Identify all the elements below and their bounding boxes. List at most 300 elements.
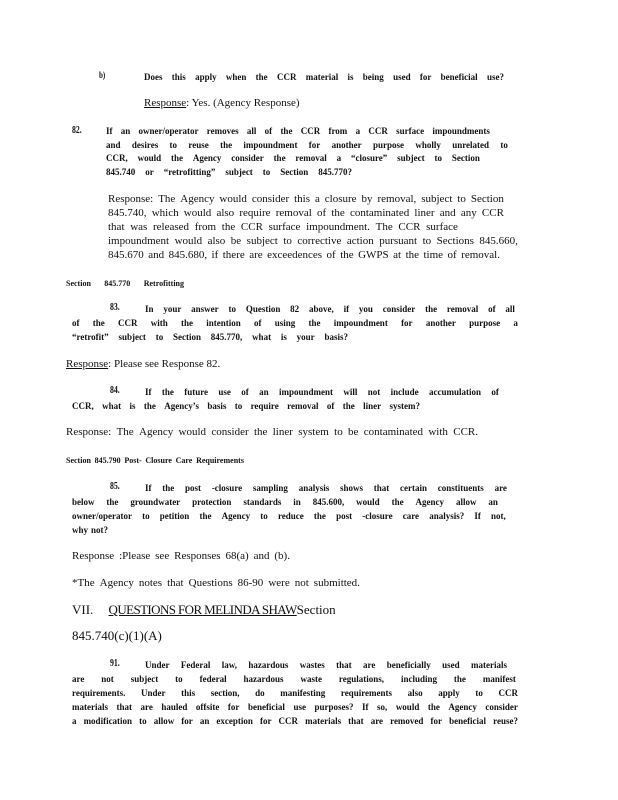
question-85-line: [72, 497, 498, 507]
word: manifest: [482, 674, 516, 684]
question-83-number: 83.: [110, 302, 120, 313]
word: CCR,: [72, 401, 94, 411]
word: so,: [377, 702, 388, 712]
word: or: [145, 167, 154, 177]
response-83: Response: Please see Response 82.: [66, 358, 221, 370]
word: 845.770,: [210, 332, 243, 342]
word: will: [343, 387, 358, 397]
word: to: [155, 332, 164, 342]
word: impoundments: [432, 126, 490, 136]
word: and: [439, 207, 456, 219]
word: “retrofitting”: [163, 167, 216, 177]
word: the: [342, 401, 355, 411]
word: a: [336, 153, 342, 163]
word: an: [199, 716, 210, 726]
word: was: [130, 221, 148, 233]
word: system?: [389, 401, 420, 411]
response-b: Response: Yes. (Agency Response): [144, 97, 300, 109]
word: the: [427, 702, 440, 712]
word: basis?: [324, 332, 348, 342]
question-82-number: 82.: [72, 125, 82, 136]
word: CCR: [498, 688, 518, 698]
word: federal: [199, 674, 227, 684]
word: Care: [175, 456, 193, 465]
word: GWPS: [358, 249, 389, 261]
word: CCR: [368, 126, 388, 136]
word: *The: [72, 577, 95, 589]
word: with: [428, 426, 448, 438]
word: If: [145, 483, 152, 493]
response-82-line: [108, 235, 518, 247]
word: (b).: [274, 550, 290, 562]
word: impoundment: [243, 140, 298, 150]
word: materials: [471, 660, 507, 670]
word: subject: [421, 193, 453, 205]
word: Agency: [139, 426, 174, 438]
word: a: [72, 716, 77, 726]
word: 86-90: [237, 577, 264, 589]
word: is: [347, 72, 354, 82]
word: The: [375, 221, 393, 233]
word: Agency: [221, 511, 251, 521]
word: the: [453, 674, 466, 684]
word: being: [362, 72, 384, 82]
word: require: [239, 207, 271, 219]
word: of: [254, 318, 262, 328]
word: impoundment: [279, 387, 334, 397]
question-b-label: b): [99, 70, 106, 80]
word: is: [129, 401, 136, 411]
word: of: [488, 304, 496, 314]
word: to: [500, 140, 508, 150]
word: surface: [426, 221, 458, 233]
word: would: [137, 153, 162, 163]
word: Agency: [415, 497, 445, 507]
word: by: [361, 193, 373, 205]
word: subject: [397, 153, 425, 163]
word: regulations,: [338, 674, 385, 684]
word: the: [255, 72, 268, 82]
word: also: [207, 235, 226, 247]
word: are: [370, 716, 384, 726]
word: and: [106, 140, 121, 150]
word: hauled: [161, 702, 188, 712]
word: Questions: [188, 577, 233, 589]
word: CCR: [398, 221, 421, 233]
question-84-line: [145, 387, 499, 397]
word: analysis?: [429, 511, 465, 521]
word: Post-: [124, 456, 142, 465]
word: exceedences: [267, 249, 323, 261]
word: use?: [486, 72, 504, 82]
word: for: [259, 716, 272, 726]
word: hazardous: [248, 660, 289, 670]
word: are: [363, 660, 376, 670]
word: include: [390, 387, 419, 397]
word: and: [253, 550, 270, 562]
word: CCR: [240, 221, 263, 233]
word: impoundment.: [306, 221, 370, 233]
word: below: [72, 497, 95, 507]
word: apply: [195, 72, 217, 82]
word: If: [362, 702, 369, 712]
word: of: [326, 249, 336, 261]
question-82-line: [106, 153, 480, 163]
word: manifesting: [280, 688, 326, 698]
word: 845.670: [108, 249, 144, 261]
word: waste: [300, 674, 322, 684]
word: to: [260, 511, 268, 521]
word: Response: [72, 550, 115, 562]
question-91-line: [145, 660, 507, 670]
word: the: [181, 318, 194, 328]
note-questions-not-submitted: [72, 577, 360, 589]
word: to: [283, 235, 292, 247]
word: post: [185, 483, 202, 493]
word: 845.680,: [168, 249, 208, 261]
word: of: [316, 207, 327, 219]
word: 845.740,: [108, 207, 147, 219]
word: removal.: [461, 249, 500, 261]
word: require: [250, 401, 279, 411]
word: analysis: [298, 483, 330, 493]
word: Agency: [192, 153, 222, 163]
question-91-line: [72, 716, 518, 726]
word: also: [407, 688, 423, 698]
word: do: [255, 688, 265, 698]
word: would: [183, 207, 212, 219]
word: certain: [400, 483, 428, 493]
word: Agency: [99, 577, 134, 589]
word: materials: [305, 716, 342, 726]
word: beneficial: [247, 702, 285, 712]
word: are: [494, 483, 507, 493]
word: CCR: [481, 207, 504, 219]
response-85: [72, 550, 290, 562]
word: Section: [451, 153, 480, 163]
word: modification: [83, 716, 133, 726]
word: use: [218, 387, 231, 397]
word: wholly: [415, 140, 441, 150]
response-82-line: [108, 249, 500, 261]
word: if: [343, 304, 350, 314]
response-84: [66, 426, 478, 438]
word: an: [488, 497, 498, 507]
word: used: [442, 660, 460, 670]
word: of: [264, 126, 273, 136]
word: that: [108, 221, 125, 233]
word: at: [393, 249, 402, 261]
question-82-line: [106, 167, 352, 177]
word: CCR,: [106, 153, 128, 163]
word: constituents: [437, 483, 484, 493]
word: to: [169, 140, 178, 150]
word: another: [425, 318, 456, 328]
word: allow: [153, 716, 175, 726]
word: future: [184, 387, 209, 397]
question-85-line: [145, 483, 507, 493]
word: for: [430, 716, 442, 726]
word: the: [199, 511, 212, 521]
word: petition: [159, 511, 190, 521]
word: removal,: [377, 193, 417, 205]
word: law,: [221, 660, 238, 670]
word: if: [211, 249, 219, 261]
word: the: [308, 318, 321, 328]
word: are: [140, 702, 153, 712]
word: any: [460, 207, 477, 219]
word: purpose: [372, 140, 404, 150]
word: surface: [396, 126, 425, 136]
word: not: [101, 674, 114, 684]
word: impoundment: [108, 235, 170, 247]
word: consider: [485, 702, 518, 712]
word: the: [331, 207, 345, 219]
word: all: [246, 126, 257, 136]
response-82-line: [108, 207, 504, 219]
word: not: [294, 577, 309, 589]
word: :Please: [119, 550, 151, 562]
word: post: [336, 511, 353, 521]
word: removal: [287, 401, 319, 411]
word: apply: [438, 688, 460, 698]
word: to: [475, 688, 483, 698]
word: 845.660,: [479, 235, 518, 247]
word: for: [401, 318, 413, 328]
word: Responses: [174, 550, 221, 562]
word: liner: [363, 401, 382, 411]
word: using: [274, 318, 296, 328]
word: 68(a): [225, 550, 249, 562]
word: when: [225, 72, 247, 82]
word: requirements: [340, 688, 393, 698]
word: a: [355, 126, 361, 136]
word: consider: [251, 193, 290, 205]
question-91-line: [72, 688, 518, 698]
word: all: [505, 304, 515, 314]
word: CCR.: [453, 426, 478, 438]
word: Agency: [180, 193, 215, 205]
word: to: [142, 511, 150, 521]
word: -closure: [362, 511, 393, 521]
word: removal: [446, 304, 479, 314]
question-83-line: [72, 332, 348, 342]
word: to: [175, 674, 183, 684]
word: material: [305, 72, 339, 82]
word: Under: [141, 688, 166, 698]
word: purposes?: [314, 702, 354, 712]
word: 845.790: [94, 456, 121, 465]
word: section,: [210, 688, 240, 698]
word: liner: [272, 426, 293, 438]
word: care: [402, 511, 420, 521]
word: the: [161, 387, 174, 397]
word: the: [273, 153, 286, 163]
word: there: [222, 249, 245, 261]
word: including: [400, 674, 437, 684]
question-82-line: [106, 140, 508, 150]
question-83-line: [72, 318, 518, 328]
word: the: [405, 249, 420, 261]
word: Agency’s: [164, 401, 199, 411]
word: from: [194, 221, 217, 233]
word: removal: [295, 153, 327, 163]
word: sampling: [252, 483, 288, 493]
word: removed: [390, 716, 424, 726]
word: closure: [324, 193, 357, 205]
word: not,: [491, 511, 506, 521]
word: time: [423, 249, 444, 261]
word: the: [253, 426, 268, 438]
word: Requirements: [196, 456, 244, 465]
word: materials: [72, 702, 108, 712]
word: see: [155, 550, 170, 562]
word: the: [92, 318, 105, 328]
word: reuse?: [493, 716, 518, 726]
question-84-number: 84.: [110, 385, 120, 396]
question-85-number: 85.: [110, 481, 120, 492]
word: to: [434, 153, 443, 163]
word: are: [72, 674, 85, 684]
word: action: [346, 235, 374, 247]
word: Response:: [108, 193, 154, 205]
word: subject: [118, 332, 146, 342]
word: that: [373, 483, 390, 493]
word: what: [102, 401, 122, 411]
word: If: [106, 126, 113, 136]
word: with: [150, 318, 168, 328]
question-85-line: [72, 511, 506, 521]
word: would: [219, 193, 247, 205]
word: the: [143, 401, 156, 411]
word: in: [293, 497, 301, 507]
word: released: [152, 221, 190, 233]
word: CCR: [118, 318, 138, 328]
word: not: [367, 387, 381, 397]
word: CCR: [278, 716, 299, 726]
word: desires: [131, 140, 159, 150]
word: Question: [245, 304, 281, 314]
word: groundwater: [130, 497, 181, 507]
word: Retrofitting: [143, 279, 184, 288]
word: In: [145, 304, 154, 314]
word: -closure: [211, 483, 243, 493]
word: this: [171, 72, 186, 82]
word: contaminated: [363, 426, 424, 438]
word: wastes: [299, 660, 325, 670]
word: If: [474, 511, 481, 521]
word: CCR: [276, 72, 297, 82]
word: submitted.: [313, 577, 360, 589]
word: the: [340, 249, 354, 261]
word: why: [72, 525, 89, 535]
word: 845.740: [106, 167, 136, 177]
word: beneficially: [386, 660, 431, 670]
word: would: [174, 235, 203, 247]
word: The: [116, 426, 134, 438]
word: Federal: [180, 660, 211, 670]
word: this: [294, 193, 310, 205]
word: of: [326, 401, 335, 411]
word: a: [513, 318, 518, 328]
word: offsite: [195, 702, 220, 712]
word: owner/operator: [72, 511, 132, 521]
word: basis: [207, 401, 227, 411]
word: shows: [339, 483, 363, 493]
word: “retrofit”: [72, 332, 109, 342]
word: of: [72, 318, 80, 328]
word: what: [252, 332, 272, 342]
word: The: [158, 193, 176, 205]
word: the: [313, 511, 326, 521]
question-91-line: [72, 674, 516, 684]
word: subject: [246, 235, 278, 247]
word: of: [447, 249, 457, 261]
word: of: [241, 387, 249, 397]
word: Section: [470, 193, 504, 205]
word: Section: [66, 279, 91, 288]
question-84-line: [72, 401, 420, 411]
word: If: [145, 387, 152, 397]
section-heading-790: [66, 456, 244, 465]
word: above,: [309, 304, 334, 314]
word: hazardous: [243, 674, 284, 684]
word: to: [262, 167, 271, 177]
word: exception: [216, 716, 253, 726]
word: requirements.: [72, 688, 126, 698]
word: the: [170, 153, 183, 163]
word: accumulation: [429, 387, 482, 397]
word: the: [221, 221, 236, 233]
word: Section: [280, 167, 309, 177]
response-82-line: [108, 221, 458, 233]
word: would: [395, 702, 420, 712]
word: that: [167, 577, 184, 589]
word: Agency: [448, 702, 477, 712]
question-91-number: 91.: [110, 658, 120, 669]
word: subject: [225, 167, 253, 177]
section-vii-heading: VII. QUESTIONS FOR MELINDA SHAWSection: [72, 602, 336, 617]
word: the: [280, 126, 293, 136]
question-82-line: [106, 126, 490, 136]
word: and: [148, 249, 165, 261]
word: not?: [90, 525, 108, 535]
word: were: [268, 577, 290, 589]
word: the: [425, 304, 438, 314]
word: to: [457, 193, 466, 205]
word: answer: [191, 304, 219, 314]
word: purpose: [469, 318, 501, 328]
word: beneficial: [440, 72, 478, 82]
question-85-line: [72, 525, 108, 535]
word: Response:: [66, 426, 112, 438]
question-b-text: [144, 72, 504, 82]
word: an: [259, 387, 269, 397]
word: another: [331, 140, 362, 150]
word: CCR: [300, 126, 321, 136]
word: to: [234, 401, 243, 411]
word: unrelated: [452, 140, 490, 150]
word: impoundment: [333, 318, 388, 328]
word: this: [181, 688, 196, 698]
word: to: [228, 304, 236, 314]
word: Does: [144, 72, 163, 82]
word: use: [293, 702, 306, 712]
word: from: [328, 126, 348, 136]
word: of: [491, 387, 499, 397]
word: the: [106, 497, 119, 507]
word: the: [391, 497, 404, 507]
